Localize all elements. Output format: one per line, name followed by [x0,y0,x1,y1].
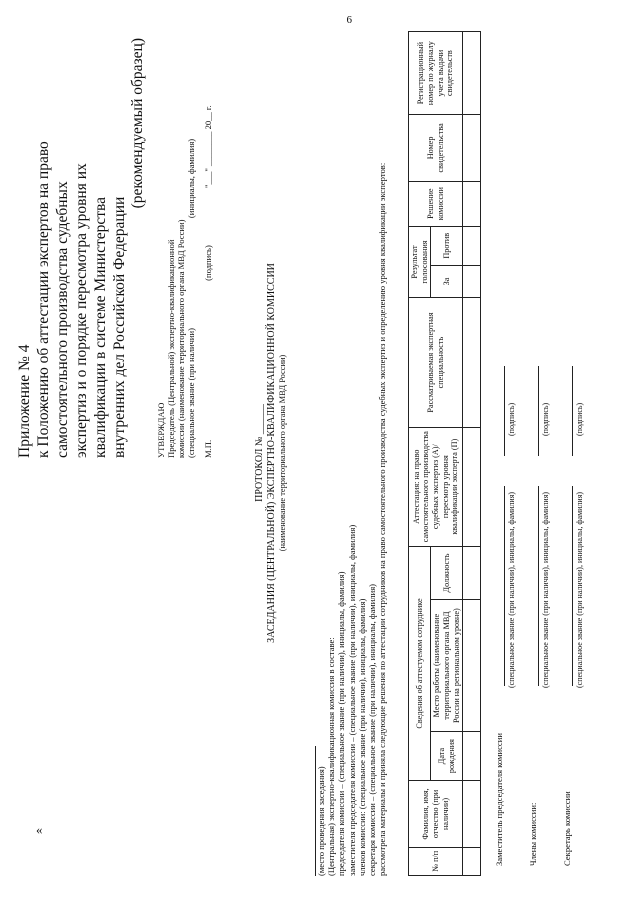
appendix-line: квалификации в системе Министерства [91,196,109,458]
col-vote-against: Против [431,226,463,265]
signature-sign: (подпись) [507,402,516,436]
protocol-title [254,238,288,668]
signature-block [494,226,596,866]
approval-block [156,28,213,458]
signature-row [562,226,596,866]
composition-line: председателя комиссии – (специальное звание (при наличии), инициалы, фамилия) [336,571,347,876]
col-dob: Дата рождения [431,731,463,780]
signature-row [494,226,528,866]
protocol-heading: ЗАСЕДАНИЯ (ЦЕНТРАЛЬНОЙ) ЭКСПЕРТНО-КВАЛИФИКАЦИОННОЙ КОМИССИИ [265,263,277,643]
composition-block [306,16,387,876]
approve-name-caption: (инициалы, фамилия) [186,138,197,219]
signature-caption: (специальное звание (при наличии), инициалы, фамилия) [541,491,550,688]
stamp-label: М.П. [202,439,213,458]
col-attestation: Аттестация: на право самостоятельного производства судебных экспертиз (А)/ пересмотр уровня квалификации эксперта (П) [409,427,463,546]
col-registration: Регистрационный номер по журналу учета выдачи свидетельств [409,32,463,115]
col-decision: Решение комиссии [409,181,463,226]
signature-label: Члены комиссии: [528,802,538,866]
col-speciality: Рассматриваемая экспертная специальность [409,298,463,427]
composition-line: (Центральная) экспертно-квалификационная комиссия в составе: [326,637,337,876]
signature-caption: (специальное звание (при наличии), инициалы, фамилия) [507,491,516,688]
sign-caption: (подпись) [202,245,213,281]
signature-label: Секретарь комиссии [562,791,572,866]
approve-line: Председатель (Центральной) экспертно-квалификационной [166,239,177,458]
col-vote-for: За [431,265,463,298]
composition-line: членов комиссии: (специальное звание (при наличии), инициалы, фамилия) [356,598,367,876]
col-vote: Результат голосования [409,226,431,298]
appendix-line: внутренних дел Российской Федерации [110,196,128,458]
composition-line: рассмотрела материалы и приняла следующие решения по аттестации сотрудников на право самостоятельного производства судебных экспертиз и определению уровня квалификации экспертов: [376,162,387,876]
rotated-document [6,18,616,888]
protocol-number: ПРОТОКОЛ № ______ [254,404,265,502]
appendix-line: экспертиз и о порядке пересмотра уровня их [72,163,90,458]
composition-line: заместителя председателя комиссии – (специальное звание (при наличии), инициалы, фамилия) [346,524,357,876]
col-workplace: Место работы (наименование территориального органа МВД России на региональном уровне) [431,600,463,732]
col-position: Должность [431,546,463,600]
approve-date: "___" ________ 20__ г. [202,105,213,188]
protocol-subcaption: (наименование территориального органа МВД России) [277,354,287,552]
col-no: № п/п [409,847,463,875]
appendix-line: Приложение № 4 [16,344,33,458]
col-fio: Фамилия, имя, отчество (при наличии) [409,781,463,847]
corner-mark: « [36,822,43,837]
approve-line: (специальное звание (при наличии) [186,328,197,458]
place-caption: (место проведения заседания) [316,766,327,876]
approve-heading: УТВЕРЖДАЮ [156,402,166,458]
table-row [463,32,481,876]
signature-caption: (специальное звание (при наличии), инициалы, фамилия) [575,491,584,688]
signature-sign: (подпись) [541,402,550,436]
appendix-header [16,38,148,458]
composition-line: секретаря комиссии – (специальное звание (при наличии), инициалы, фамилия) [366,583,377,876]
signature-sign: (подпись) [575,402,584,436]
col-group: Сведения об аттестуемом сотруднике [409,546,431,781]
signature-row [528,226,562,866]
col-certificate: Номер свидетельства [409,115,463,181]
appendix-line: к Положению об аттестации экспертов на право [34,141,52,458]
attestation-table [408,31,481,876]
appendix-line: самостоятельного производства судебных [53,181,71,458]
page-number: 6 [346,14,352,26]
signature-label: Заместитель председателя комиссии [494,733,504,866]
approve-line: комиссии (наименование территориального органа МВД России) [176,219,187,458]
appendix-line: (рекомендуемый образец) [129,38,147,209]
